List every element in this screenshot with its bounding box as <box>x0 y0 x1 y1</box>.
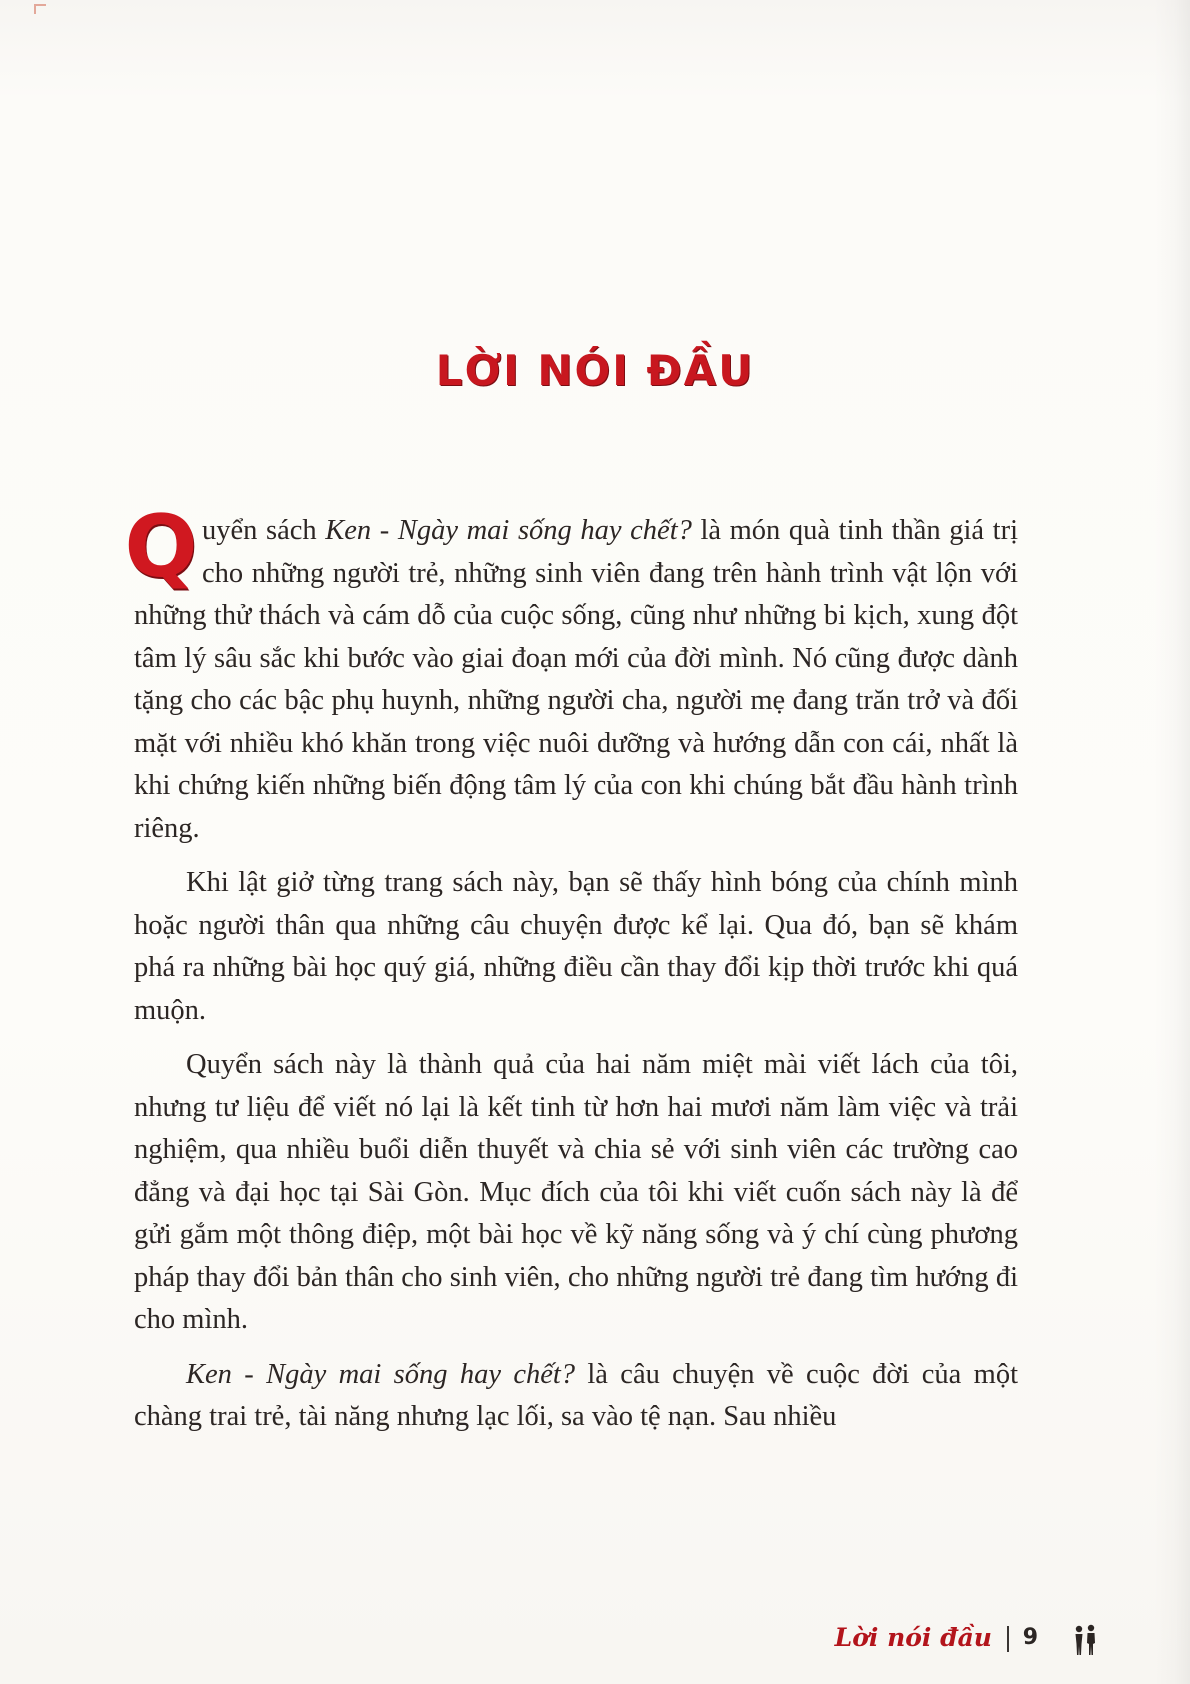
dropcap <box>124 497 198 597</box>
running-footer-title: Lời nói đầu <box>834 1623 992 1652</box>
paragraph-2 <box>134 862 1018 1032</box>
body-text <box>124 497 1019 1439</box>
book-title-italic: Ken - Ngày mai sống hay chết? <box>325 515 692 546</box>
text-segment: Quyển sách này là thành quả của hai năm miệt mài viết lách của tôi, nhưng tư liệu để viết nó lại là kết tinh từ hơn hai mươi năm làm việc và trải nghiệm, qua nhiều buổi diễn thuyết và chia sẻ với sinh viên các trường cao đẳng và đại học tại Sài Gòn. Mục đích của tôi khi viết cuốn sách này là để gửi gắm một thông điệp, một bài học về kỹ năng sống và ý chí cùng phương pháp thay đổi bản thân cho sinh viên, cho những người trẻ đang tìm hướng đi cho mình. <box>134 1049 1018 1335</box>
page-edge-shadow <box>1154 0 1190 1684</box>
paragraph-3 <box>134 1044 1018 1342</box>
text-segment: uyển sách <box>202 515 326 546</box>
page-number: 9 <box>1022 1625 1038 1650</box>
crop-mark <box>34 4 46 14</box>
dropcap-letter: Q <box>124 497 198 597</box>
footer-divider <box>1007 1626 1009 1652</box>
chapter-title: LỜI NÓI ĐẦU <box>435 346 755 396</box>
book-title-italic: Ken - Ngày mai sống hay chết? <box>186 1358 576 1390</box>
text-segment: là câu chuyện về cuộc đời của một chàng trai trẻ, tài năng nhưng lạc lối, sa vào tệ nạn. Sau nhiều <box>134 1358 1018 1432</box>
page-footer <box>0 1620 1190 1660</box>
text-segment: Khi lật giở từng trang sách này, bạn sẽ thấy hình bóng của chính mình hoặc người thân qua những câu chuyện được kể lại. Qua đó, bạn sẽ khám phá ra những bài học quý giá, những điều cần thay đổi kịp thời trước khi quá muộn. <box>134 867 1018 1026</box>
two-figures-icon <box>1070 1622 1100 1658</box>
paragraph-4 <box>134 1354 1018 1439</box>
text-segment: là món quà tinh thần giá trị cho những người trẻ, những sinh viên đang trên hành trình vật lộn với những thử thách và cám dỗ của cuộc sống, cũng như những bi kịch, xung đột tâm lý sâu sắc khi bước vào giai đoạn mới của đời mình. Nó cũng được dành tặng cho các bậc phụ huynh, những người cha, người mẹ đang trăn trở và đối mặt với nhiều khó khăn trong việc nuôi dưỡng và hướng dẫn con cái, nhất là khi chứng kiến những biến động tâm lý của con khi chúng bắt đầu hành trình riêng. <box>134 515 1019 844</box>
paragraph-1 <box>124 497 1019 850</box>
